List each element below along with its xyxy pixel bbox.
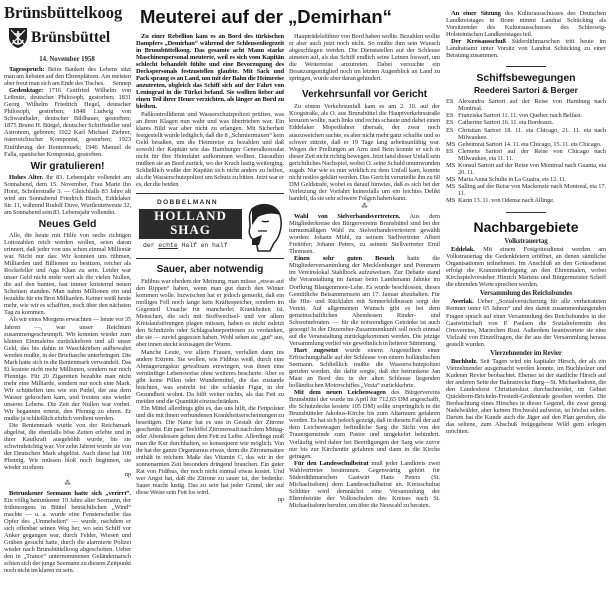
masthead-title: Brünsbüttelkoog — [4, 3, 123, 22]
separator: ⁂ — [361, 203, 368, 210]
ship-entry — [446, 119, 606, 126]
ship-text: Geheimrat Sartori 14. 11. eta Chicago, 15. 11. ets Chicago. — [458, 140, 602, 148]
ad-slogan: der echte Half en half — [143, 242, 228, 250]
sauer-p2: Manche Leute, vor allem Frauen, verfallen dann ins andere Extrem. Sie wollen, wie Fidibus weiß, durch eine Abmagerungskur gewaltsam erzwingen, was ihnen eine vernünftige Lebensweise ohne weiteres bescherte. Aber es gibt keine Pillen oder Wundermittel, die das zustande brächten, was erstrebt ist: die schlanke Figur, in der Gesundheit wohnt. Da hilft weiter nichts, als das Fett zu meiden und die Quantität einzuschränken. — [136, 348, 284, 405]
column-3 — [289, 33, 440, 509]
hohes-alter: Hohes Alter. Ihr 83. Lebensjahr vollendet am Sonnabend, dem 15. November, Frau Marie tho Horst, Scholerstraße 3. — Gleichfalls 83 Jahre alt wird am Sonnabend Friedrich Büsch, Eddelaker Str. 11, während Rudolf Duve, Wurtleutetweute 32, am Sonnabend sein 83. Lebensjahr vollendet. — [4, 173, 131, 216]
sauer-p1: Fidibus war ehedem der Meinung, man müsse „etwas auf den Rippen“ haben, wenn man gut durch den Winter kommen wolle. Inzwischen hat er jedoch gemerkt, daß ein molliges Fell noch lange kein Kräftespeicher, sondern im Gegenteil Ursache für mancherlei Krankheiten ist. Menschen, die sich mit Stoffwechsel- und vor allem Kreislaufstörungen plagen müssen, haben es nicht zuletzt den Schnitzeln oder Schlagsahneportionen zu verdanken, die sie — zuviel gegessen haben. Wohl sehen sie „gut“ aus, aber innen steckt sozusagen der Wurm. — [136, 278, 284, 349]
heading-schiffsbewegungen: Schiffsbewegungen — [476, 72, 576, 85]
section-body: Buchholz. Seit Tagen wird ein kapitaler Hirsch, der als ein Vierzehnender ausgemacht werden konnte, im Buchholzer und Kudener Revier beobachtet. Ebenso ist der stattliche Hirsch auf der anderen Seite der Bahnstrecke Burg—St. Michaelisdonn, die den Landesforst Christianslust durchschneidet, im Gebiet Quickborn-Brickeln-Frestedt-Großenrade gesehen worden. Die Beobachtung eines Hirsches in dieser Gegend, die zwar genug Nadelwälder, aber keinen Hochwald aufweist, ist höchst selten. Darum hat die Kunde auch die Jäger auf den Plan gerufen, die das seltene, zum Abschuß freigegebene Wild gern erlegen möchten. — [446, 357, 606, 436]
pipe-smoker-icon — [242, 203, 284, 255]
section-title: Volkstrauertag — [504, 237, 548, 246]
section-title: Versammlung des Reichsbundes — [479, 289, 573, 298]
ship-type: MS — [446, 196, 456, 204]
ship-entry — [446, 197, 606, 204]
ship-entry — [446, 127, 606, 141]
subheading-reederei: Reederei Sartori & Berger — [474, 85, 578, 96]
heading-neues-geld: Neues Geld — [38, 217, 97, 230]
neues-geld-p3: Die Rentenmark wurde von der Reichsmark abgelöst, die ebenfalls böse Zeiten erlebte und in ihrer Kaufkraft ausgehöhlt wurde, bis sie schwindsüchtig war. Vor zehn Jahren wurde sie von der Deutschen Mark abgelöst. Auch diese hat 100 Pfennig. Wir müssen bloß noch beginnen, sie wieder zu ehren. — [4, 422, 131, 472]
column-2 — [136, 33, 284, 504]
ship-list — [446, 98, 606, 204]
holland-shag-ad — [139, 197, 285, 255]
column-4 — [446, 10, 606, 435]
ship-entry — [446, 148, 606, 162]
ship-text: Clemens Sartori auf der Reise von Chicago nach Milwaukee, eta 11. 11. — [458, 147, 606, 162]
section-body: Eddelak. Mit einem Festgottesdienst werden am Volkstrauertag die Gedenkfeiern eröffnet, an denen sämtliche Organisationen teilnehmen. Im Anschluß an den Gottesdienst erfolgt die Kranzniederlegung an den Ehrenmalen, wobei Kirchspielvorsteher Hinrich Martens und Bürgermeister Scheff die ehrenden Worte sprechen werden. — [446, 246, 606, 289]
ship-entry — [446, 183, 606, 197]
ship-type: MS — [446, 140, 456, 148]
ship-text: Catherine Sartori 16. 11. eta Bordeaux. — [458, 119, 554, 127]
news-item: Hart zugesetzt wurde einem Angestellten einer Erfrischungshalle auf der Schleuse von einem holländischen Seemann. Schließlich mußte die Wasserschutzpolizei gerufen werden, die dafür sorgte, daß der betrunkene Jan Maat an Bord des in der alten Schleuse liegenden holländischen Motorschiffes „Vesta“ zurückkehrte. — [289, 346, 440, 390]
ship-type: ES — [446, 112, 454, 120]
meuterei-continued: Haupträdelsführer von Bord haben wollte. Bezahlen wollte er aber auch jetzt noch nicht. So mußte ihm sein Wunsch abgeschlagen werden. Die Dienststellen auf der Schleuse atmeten auf, als das Schiff endlich seine Leinen loswarf, um die Weiterreise anzutreten. Dabei versuchte ein Besatzungsmitglied noch im letzten Augenblick an Land zu springen, wurde aber daran gehindert. — [289, 33, 440, 83]
neues-geld-p1: Alle, die heute mit Hilfe von sechs richtigen Lottozahlen reich werden wollen, seien daran erinnert, daß jeder von uns schon einmal Millionär war. Nicht nur das: Wir konnten uns rühmen, Milliarden und Billionen zu besitzen, reicher als Rockefeller und Aga Khan zu sein. Leider war unser Geld nicht mehr wert als die vielen Nullen, die auf den bunten, fast immer knisternd neuen Scheinen standen. Man nahm Millionen ein und bezahlte für ein Brot Milliarden. Keiner weiß heute mehr, wie wir es schafften, noch über den nächsten Tag zu kommen. — [4, 231, 131, 317]
heading-verkehrsunfall: Verkehrsunfall vor Gericht — [301, 89, 428, 101]
news-item: An einer Sitzung des Kulturausschusses des Deutschen Landkreistages in Bonn nimmt Landrat Schücking als Vorsitzender des Kulturausschusses des Schleswig-Holsteinischen Landkreistages teil. — [446, 10, 607, 39]
ship-text: Konsul Sartori auf der Reise von Montreal nach Guanta, eta 20. 11. — [458, 161, 606, 176]
ship-entry — [446, 98, 606, 112]
masthead-subtitle: Brünsbüttel — [31, 29, 111, 46]
ship-text: Franziska Sartori 11. 11. von Quebec nach Belfast. — [458, 112, 582, 120]
ship-text: Karin 13. 11. von Odense nach Allinge. — [458, 196, 555, 204]
ship-type: ES — [446, 147, 454, 155]
betrunkener-seemann: Betrunkener Seemann hatte sich „verirrt“. Ein völlig betrunkener 19 Jahre alter Seemann, der frühmorgens in Büttel beträchtlichen „Wind“ machte — u. a. wurde eine Fensterscheibe das Opfer des „Umnebelten“ — wurde, nachdem er sich offenbar seinen Weg her, wo sein Schiff vor Anker gegangen war, durch Felder, Wiesen und Gräben gesucht hatte, durch die alarmierte Polizei wieder nach Brunsbüttelkoog abgeschoben. Ueber den in „Trance“ unternommenen Geländemarsch schien sich der junge Seemann zu diesem Zeitpunkt noch nicht im klaren zu sein. — [4, 489, 131, 575]
ship-text: Maria Anna Schulte in La Guaira, ets 12. 11. — [458, 175, 567, 183]
divider — [136, 193, 284, 194]
column-1 — [4, 66, 131, 574]
meuterei-article — [136, 33, 284, 188]
gedenktage: Gedenktage: 1716 Gottfried Wilhelm von Leibnitz, deutscher Philosoph, gestorben; 1831 Georg Wilhelm Friedrich Hegel, deutscher Philosoph, gestorben; 1848 Ludwig von Schwanthaler, deutscher Bildhauer, gestorben; 1875 Bruno H. Bürgel, deutscher Schriftsteller und Astronom, geboren; 1922 Karl Michael Ziehrer, österreichischer Komponist, gestorben; 1923 Einführung der Rentenmark; 1946 Manuel de Falla, spanischer Komponist, gestorben. — [4, 87, 131, 158]
ship-text: Alexandra Sartori auf der Reise von Hamburg nach Montreal. — [458, 98, 606, 113]
divider — [506, 212, 546, 213]
heading-sauer: Sauer, aber notwendig — [156, 264, 264, 276]
meuterei-body: Paßkontrolldienst und Wasserschutzpolizei prüften, was an ihren Klagen nun wahr und was übertrieben war. Ein klares Bild war aber nicht zu erlangen. Mit Sicherheit festgestellt wurde lediglich, daß die 8 „Schmiermaxen“ kein Geld besaßen, um die Heimreise zu bezahlen und daß sowohl der Kapitän wie das Hamburger Generalkonsulat nicht für ihre Heimfahrt aufkommen wollten. Daraufhin mußten sie an Bord zurück, wo der Krach lustig weiterging. Schließlich wußte der Kapitän sich nicht anders zu helfen, als die Wasserschutzpolizei um Schutz zu bitten. Jetzt war er es, der die beiden — [136, 110, 284, 188]
verkehrsunfall-body: Zu einem Verkehrsunfall kam es am 2. 10. auf der Koogstraße, als O. aus Brunsbüttel die Hauptverkehrsstraße kreuzen wollte, nach links und rechts schaute und dabei einen Eddelaker Mopedfahrer übersah, der zwar noch auszuweichen suchte, es aber nicht mehr ganz schaffte und so schwer stürzte, daß er 19 Tage lang arbeitsunfähig war. Wegen der Prellungen an Arm und Bein konnte er sich in dieser Zeit nicht richtig bewegen. Jetzt fand dieser Unfall sein gerichtliches Nachspiel, wobei O. seine Schuld unumwunden zugab. Nur wie es nun wirklich zu dem Unfall kam, konnte nicht restlos geklärt werden. Das Gericht verurteilte ihn zu 60 DM Geldstrafe, wobei es darauf hinwies, daß es sich bei der Verletzung der Vorfahrt keinesfalls um ein leichtes Delikt handelt, da sie sehr schwere Folgen haben kann. — [289, 103, 440, 202]
divider — [506, 66, 546, 67]
signature: np — [124, 471, 131, 479]
ship-entry — [446, 176, 606, 183]
ad-brand: DOBBELMANN — [157, 199, 218, 207]
ship-entry — [446, 112, 606, 119]
ship-text: Christian Sartori 18. 11. eta Chicago, 21. 11. eta nach Milwaukee. — [458, 126, 606, 141]
divider — [136, 258, 284, 259]
signature: np — [277, 496, 284, 504]
ship-type: MS — [446, 182, 456, 190]
section-title: Vierzehnender im Revier — [490, 348, 562, 357]
anchor-shield-icon — [8, 27, 28, 49]
date-line: 14. November 1958 — [39, 56, 95, 63]
meuterei-lead: Zu einer Rebellion kam es an Bord des türkischen Dampfers „Demirhan“ während der Schleusenliegezeit in Brunsbüttelkoog. Das gesamte acht Mann starke Maschinenpersonal meuterte, weil es sich vom Kapitän schlecht behandelt fühlte und eine Bevorzugung des Deckspersonals festzustellen glaubte. Mit Sack und Pack sprang es an Land, um mit der Bahn die Heimreise anzutreten, obgleich das Schiff sich auf der Fahrt von Leningrad in die Türkei befand. Sie wollten lieber auf einen Teil ihrer Heuer verzichten, als länger an Bord zu bleiben. — [136, 33, 284, 111]
ship-text: Salling auf der Reise von Mackenzie nach Montreal, eta 17. 11. — [458, 182, 606, 197]
ship-entry — [446, 162, 606, 176]
ad-product: HOLLAND SHAG — [139, 209, 242, 239]
ship-type: ES — [446, 119, 454, 127]
news-item: Für den Landesschulbeirat muß jeder Landkreis zwei Wahlvertreter bestimmen. Gegenwärtig gehört für Süderdithmarschen Gastwirt Hans Peters (St. Michaelisdonn) dem Landesschulbeirat an. Kreisschulrat Schlüter wird demnächst eine Versammlung der Elternbeiräte der Volksschulen des Kreises nach St. Michaelisdonn berufen, um über die Neuwahl zu beraten. — [289, 459, 440, 509]
news-item: Wahl von Sielverbandsvertretern. Aus dem Mitgliederkreise des Bürgervereins Brunsbüttel sind bei der turnusmäßigen Wahl zu Sielverbandsvertretern gewählt worden: Johann Mühl, zu seinem Stellvertreter Albert Freitöfer; Johann Peters, zu seinem Stellvertreter Emil Thomsen. — [289, 213, 440, 256]
neues-geld-p2: Als wir eines Morgens erwachten — heute vor 35 Jahren —, war unser Reichtum zusammengeschrumpft. Wir konnten wieder zum kleinen Einmaleins zurückkehren und all unser Geld, das bis dahin in Waschkörben aufbewahrt werden mußte, in der Brieftasche unterbringen. Die Mark hatte sich in die Rentenmark verwandelt. Das Ei kostete nicht mehr Millionen, sondern nur noch Pfennige. Für 20 Zigaretten bezahlte man nicht mehr eine Milliarde, sondern nur noch eine Mark. Wir schüttelten uns wie ein Pudel, der aus dem Wasser gekrochen kam, und freuten uns wieder unseres Lebens. Die Zeit der Nullen war vorbei. Wir begannen erneut, den Pfennig zu ehren. Er mußte ja schließlich ehrlich verdient werden. — [4, 316, 131, 423]
sauer-article — [136, 264, 284, 504]
section-body: Averlak. Ueber „Sozialversicherung für alle verheirateten Rentner unter 65 Jahren“ und den damit zusammenhängenden Fragen sprach auf einer Versammlung des Reichsbundes in der Gastwirtschaft von P. Paulsen die Sozialreferentin des Ortsvereins, Mariechen Rust. Außerdem beantwortete sie eine Vielzahl von Einzelfragen, die ihr aus der Versammlung heraus gestellt wurden. — [446, 298, 606, 348]
tagesspruch: Tagesspruch: Beim Bankett des Lebens sitzt man am liebsten auf den Ehrenplätzen. Am meisten aber freut man sich am Ende des Tisches. Sennep — [4, 66, 131, 88]
headline: Meuterei auf der „Demirhan“ — [140, 6, 392, 27]
nachbar-sections — [446, 238, 606, 435]
news-item: Der Kreisausschuß Süderdithmarschen tritt heute im Landratsamt unter Vorsitz von Landrat Schücking zu einer Beratung zusammen. — [446, 38, 606, 60]
heading-wir-gratulieren: Wir gratulieren! — [30, 160, 105, 172]
ship-type: MS — [446, 175, 456, 183]
separator: ⁂ — [64, 480, 71, 487]
heading-nachbargebiete: Nachbargebiete — [473, 219, 579, 236]
sauer-p3: Ein Mittel allerdings gibt es, das uns hilft, die Fettpolster und die mit ihnen verbundenen Krankheitserscheinungen zu beseitigen. Die Natur hat es uns in Gestalt der Zitrone geschenkt. Ein paar Teelöffel Zitronensaft nach dem Mittag- oder Abendessen gehen dem Fett zu Leibe. Allerdings muß man die Kur durchhalten, so konsequent wie möglich. Von ihr hat der ganze Organismus etwas, denn die Zitronensäure enthält in reichem Maße das Vitamin C, das wir in der sonnenarmen Zeit besonders dringend brauchen. Ein guter Rat von Fidibus, der noch nicht einmal etwas kostet. Und wer Angst hat, daß die Zitrone zu sauer ist, der bedenke: Sauer macht lustig. Das zu sein hat jeder Grund, der auf diese Weise sein Fett los wird. — [136, 404, 284, 497]
ship-type: ES — [446, 126, 454, 134]
ship-entry — [446, 141, 606, 148]
news-item: Einen sehr guten Besuch hatte die Mitgliederversammlung der Mecklenburger und Pommern im Vereinslokal Stahlbock aufzuweisen. Zur Debatte stand die Veranstaltung im Januar beim Landsmann Jahnke im Dorfkrug Blangenmoor-Lehe. Es wurde beschlossen, dieses Gemütliche Beisammensein am 17. Januar abzuhalten. Für die Hin- und Rückfahrt mit Sonnerfeldbussen sorgt der Verein. Auf allgemeinen Wunsch gibt es bei dem gemeinschaftlichen Abendessen Rinder- und Schweinebraten. — für die notwendigen Getränke ist auch gesorgt! In der Dezember-Zusammenkunft soll noch einmal auf die Veranstaltung zurückgekommen werden. Die jetzige Versammlung verlief wie gewöhnlich in heiterer Stimmung. — [289, 255, 440, 347]
ship-type: MS — [446, 161, 456, 169]
ship-type: ES — [446, 98, 454, 106]
news-item: Mit dem neuen Leichenwagen des Bürgervereins Brunsbüttel der wurde im April für 712,65 DM angeschafft, die Schutzdecke kostete 105 DM) sollte ursprünglich in die Brunsbütteler Jakobus-Kirche bis zum Altarraum gefahren werden. Es hat sich jedoch gezeigt, daß in diesem Fall der auf dem Leichenwagen befindliche Sarg die Sicht von der Trauergemeinde zum Pastor und umgekehrt behindert. Vorläufig wird daher bei Beerdigungen der Sarg wie zuvor nur bis zur Kirchentür gefahren und dann in die Kirche getragen. — [289, 389, 440, 460]
